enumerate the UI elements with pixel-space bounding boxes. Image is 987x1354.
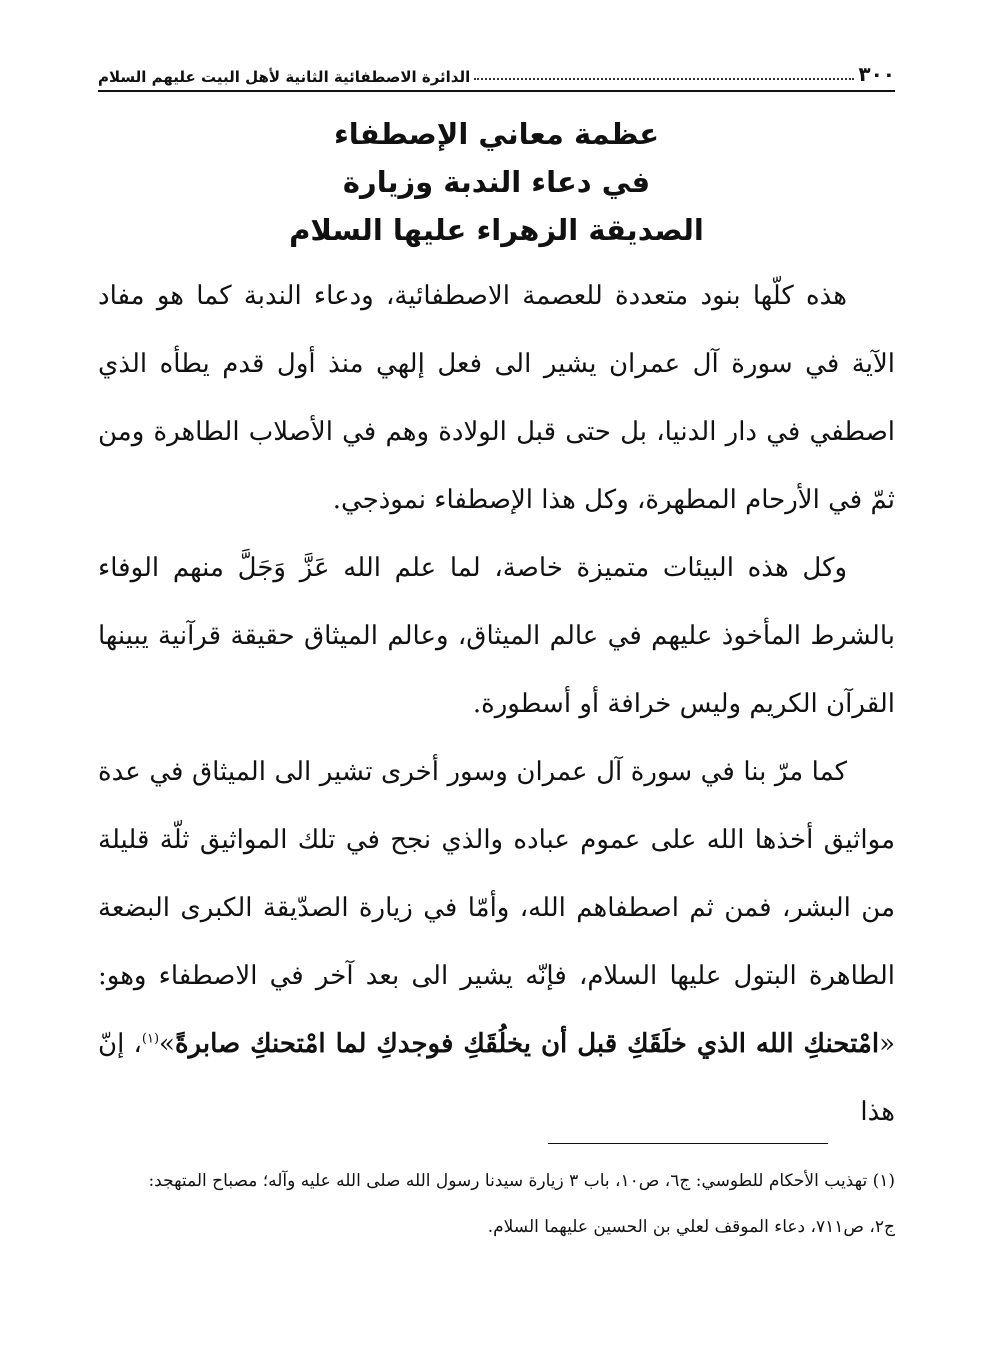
footnote-separator <box>548 1143 828 1144</box>
heading-line-2: في دعاء الندبة وزيارة <box>342 165 651 199</box>
paragraph-3 <box>98 738 895 1146</box>
chapter-heading <box>98 110 895 254</box>
footnotes <box>98 1158 895 1250</box>
paragraph-3-text: كما مرّ بنا في سورة آل عمران وسور أخرى تشير الى الميثاق في عدة مواثيق أخذها الله على عموم عباده والذي نجح في تلك المواثيق ثلّة قليلة من البشر، فمن ثم اصطفاهم الله، وأمّا في زيارة الصدّيقة الكبرى البضعة الطاهرة البتول عليها السلام، فإنّه يشير الى بعد آخر في الاصطفاء وهو: « <box>98 757 895 1059</box>
footnote-1-line-1: (١) تهذيب الأحكام للطوسي: ج٦، ص١٠، باب ٣ زيارة سيدنا رسول الله صلى الله عليه وآله؛ مصباح المتهجد: <box>148 1171 895 1191</box>
paragraph-3-continuation: ، إنّ هذا <box>98 1029 895 1127</box>
running-header <box>98 52 895 92</box>
heading-line-1: عظمة معاني الإصطفاء <box>333 117 660 151</box>
paragraph-1: هذه كلّها بنود متعددة للعصمة الاصطفائية، ودعاء الندبة كما هو مفاد الآية في سورة آل عمران يشير الى فعل إلهي منذ أول قدم يطأه الذي اصطفي في دار الدنيا، بل حتى قبل الولادة وهم في الأصلاب الطاهرة ومن ثمّ في الأرحام المطهرة، وكل هذا الإصطفاء نموذجي. <box>98 281 895 515</box>
running-title: الدائرة الاصطفائية الثانية لأهل البيت عليهم السلام <box>98 68 471 86</box>
heading-line-3: الصديقة الزهراء عليها السلام <box>289 213 704 247</box>
paragraph-2: وكل هذه البيئات متميزة خاصة، لما علم الله عَزَّ وَجَلَّ منهم الوفاء بالشرط المأخوذ عليهم في عالم الميثاق، وعالم الميثاق حقيقة قرآنية يبينها القرآن الكريم وليس خرافة أو أسطورة. <box>98 553 895 719</box>
body-text <box>98 262 895 1146</box>
footnote-1-line-2: ج٢، ص٧١١، دعاء الموقف لعلي بن الحسين عليهما السلام. <box>487 1217 895 1237</box>
ziyara-quote: امْتحنكِ الله الذي خلَقَكِ قبل أن يخلُقَكِ فوجدكِ لما امْتحنكِ صابرةً <box>174 1029 880 1059</box>
page-number: ٣٠٠ <box>858 62 895 86</box>
quote-close-mark: » <box>159 1029 175 1059</box>
footnote-reference: (١) <box>141 1031 160 1047</box>
header-dot-leader <box>474 78 854 80</box>
